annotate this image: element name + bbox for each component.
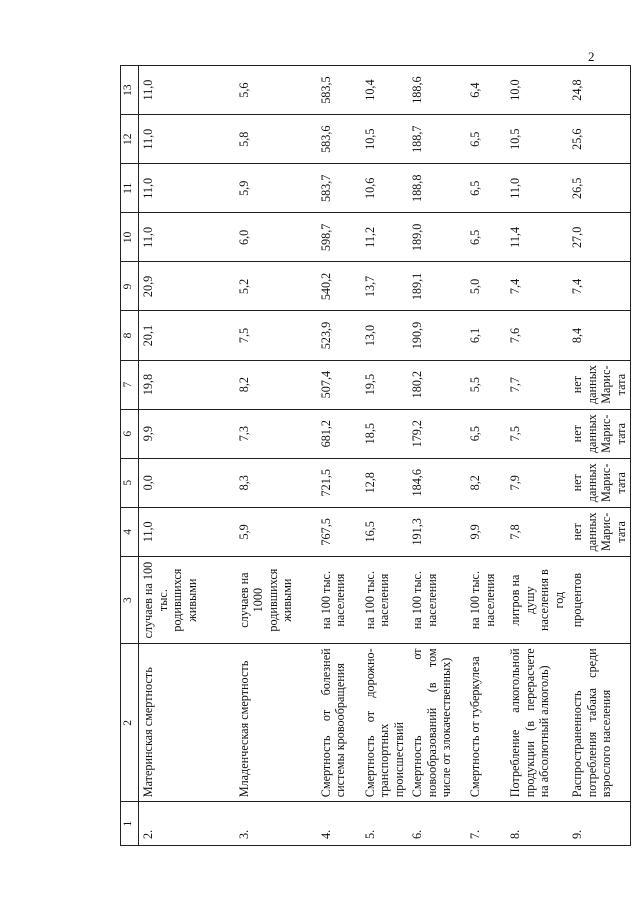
indicators-table — [120, 65, 631, 846]
value-cell: 7,3 — [235, 409, 317, 458]
value-cell: 188,7 — [408, 115, 466, 164]
value-cell: 184,6 — [408, 458, 466, 507]
header-cell: 12 — [121, 115, 139, 164]
value-cell: 6,5 — [466, 115, 506, 164]
value-cell: 0,0 — [139, 458, 235, 507]
value-cell: 18,5 — [361, 409, 409, 458]
header-cell: 1 — [121, 802, 139, 846]
header-cell: 6 — [121, 409, 139, 458]
value-cell: 8,3 — [235, 458, 317, 507]
value-cell: 5,6 — [235, 66, 317, 115]
value-cell: 6,5 — [466, 409, 506, 458]
value-cell: 507,4 — [317, 360, 361, 409]
header-cell: 5 — [121, 458, 139, 507]
table-row — [361, 66, 409, 846]
row-number: 6. — [408, 802, 466, 846]
value-cell: 10,5 — [506, 115, 568, 164]
value-cell: 6,1 — [466, 311, 506, 360]
value-cell: 190,9 — [408, 311, 466, 360]
value-cell: 27,0 — [568, 213, 631, 262]
value-cell: 7,6 — [506, 311, 568, 360]
row-number: 5. — [361, 802, 409, 846]
value-cell: 20,9 — [139, 262, 235, 311]
value-cell: 5,2 — [235, 262, 317, 311]
unit-cell: на 100 тыс. населения — [361, 556, 409, 643]
table-row — [506, 66, 568, 846]
value-cell: нет данных Марис-тата — [568, 409, 631, 458]
value-cell: 5,8 — [235, 115, 317, 164]
value-cell: 10,6 — [361, 164, 409, 213]
indicator-name: Смертность от дорожно-транспортных происшествий — [361, 644, 409, 802]
value-cell: 681,2 — [317, 409, 361, 458]
value-cell: 188,6 — [408, 66, 466, 115]
value-cell: 8,2 — [466, 458, 506, 507]
row-number: 8. — [506, 802, 568, 846]
table-row — [317, 66, 361, 846]
value-cell: 13,0 — [361, 311, 409, 360]
value-cell: 180,2 — [408, 360, 466, 409]
unit-cell: на 100 тыс. населения — [408, 556, 466, 643]
value-cell: 583,6 — [317, 115, 361, 164]
value-cell: 7,4 — [506, 262, 568, 311]
header-cell: 7 — [121, 360, 139, 409]
unit-cell: процентов — [568, 556, 631, 643]
value-cell: 6,5 — [466, 213, 506, 262]
unit-cell: на 100 тыс. населения — [317, 556, 361, 643]
value-cell: 10,0 — [506, 66, 568, 115]
indicator-name: Распространенность потребления табака среди взрослого населения — [568, 644, 631, 802]
row-number: 9. — [568, 802, 631, 846]
row-number: 7. — [466, 802, 506, 846]
value-cell: 5,9 — [235, 507, 317, 556]
header-cell: 4 — [121, 507, 139, 556]
value-cell: нет данных Марис-тата — [568, 360, 631, 409]
header-cell: 13 — [121, 66, 139, 115]
value-cell: 11,0 — [139, 164, 235, 213]
value-cell: 583,5 — [317, 66, 361, 115]
indicator-name: Материнская смертность — [139, 644, 235, 802]
value-cell: 9,9 — [466, 507, 506, 556]
table-row — [466, 66, 506, 846]
value-cell: 8,2 — [235, 360, 317, 409]
value-cell: 16,5 — [361, 507, 409, 556]
table-body — [139, 66, 631, 846]
value-cell: 7,8 — [506, 507, 568, 556]
value-cell: 7,4 — [568, 262, 631, 311]
header-cell: 2 — [121, 644, 139, 802]
value-cell: 10,4 — [361, 66, 409, 115]
value-cell: 7,5 — [506, 409, 568, 458]
indicator-name: Смертность от новообразований (в том числе от злокачественных) — [408, 644, 466, 802]
value-cell: 19,8 — [139, 360, 235, 409]
value-cell: 5,5 — [466, 360, 506, 409]
header-cell: 9 — [121, 262, 139, 311]
value-cell: 11,0 — [139, 66, 235, 115]
indicator-name: Младенческая смертность — [235, 644, 317, 802]
value-cell: 11,4 — [506, 213, 568, 262]
value-cell: 721,5 — [317, 458, 361, 507]
value-cell: 191,3 — [408, 507, 466, 556]
header-cell: 10 — [121, 213, 139, 262]
table-row — [139, 66, 235, 846]
value-cell: 7,5 — [235, 311, 317, 360]
indicator-name: Смертность от болезней системы кровообращения — [317, 644, 361, 802]
row-number: 4. — [317, 802, 361, 846]
value-cell: 20,1 — [139, 311, 235, 360]
page-number: 2 — [588, 49, 595, 64]
unit-cell: на 100 тыс. населения — [466, 556, 506, 643]
value-cell: 24,8 — [568, 66, 631, 115]
table-row — [408, 66, 466, 846]
header-cell: 8 — [121, 311, 139, 360]
value-cell: 11,0 — [139, 115, 235, 164]
value-cell: 12,8 — [361, 458, 409, 507]
header-cell: 3 — [121, 556, 139, 643]
value-cell: 11,2 — [361, 213, 409, 262]
rotated-table-container — [120, 65, 639, 846]
value-cell: 10,5 — [361, 115, 409, 164]
value-cell: 583,7 — [317, 164, 361, 213]
value-cell: 13,7 — [361, 262, 409, 311]
value-cell: 189,0 — [408, 213, 466, 262]
value-cell: 5,9 — [235, 164, 317, 213]
value-cell: 7,7 — [506, 360, 568, 409]
value-cell: 6,0 — [235, 213, 317, 262]
indicator-name: Смертность от туберкулеза — [466, 644, 506, 802]
value-cell: 8,4 — [568, 311, 631, 360]
value-cell: 9,9 — [139, 409, 235, 458]
value-cell: 188,8 — [408, 164, 466, 213]
value-cell: 6,5 — [466, 164, 506, 213]
value-cell: 26,5 — [568, 164, 631, 213]
header-row — [121, 66, 139, 846]
row-number: 2. — [139, 802, 235, 846]
indicator-name: Потребление алкогольной продукции (в перерасчете на абсолютный алкоголь) — [506, 644, 568, 802]
row-number: 3. — [235, 802, 317, 846]
value-cell: 11,0 — [139, 507, 235, 556]
value-cell: 598,7 — [317, 213, 361, 262]
value-cell: 767,5 — [317, 507, 361, 556]
value-cell: 5,0 — [466, 262, 506, 311]
value-cell: 11,0 — [139, 213, 235, 262]
value-cell: 523,9 — [317, 311, 361, 360]
value-cell: 11,0 — [506, 164, 568, 213]
value-cell: 19,5 — [361, 360, 409, 409]
value-cell: 179,2 — [408, 409, 466, 458]
value-cell: 25,6 — [568, 115, 631, 164]
table-row — [568, 66, 631, 846]
value-cell: нет данных Марис-тата — [568, 507, 631, 556]
header-cell: 11 — [121, 164, 139, 213]
unit-cell: случаев на 100 тыс. родившихся живыми — [139, 556, 235, 643]
value-cell: нет данных Марис-тата — [568, 458, 631, 507]
table-row — [235, 66, 317, 846]
value-cell: 6,4 — [466, 66, 506, 115]
value-cell: 7,9 — [506, 458, 568, 507]
value-cell: 189,1 — [408, 262, 466, 311]
value-cell: 540,2 — [317, 262, 361, 311]
unit-cell: литров на душу населения в год — [506, 556, 568, 643]
unit-cell: случаев на 1000 родившихся живыми — [235, 556, 317, 643]
